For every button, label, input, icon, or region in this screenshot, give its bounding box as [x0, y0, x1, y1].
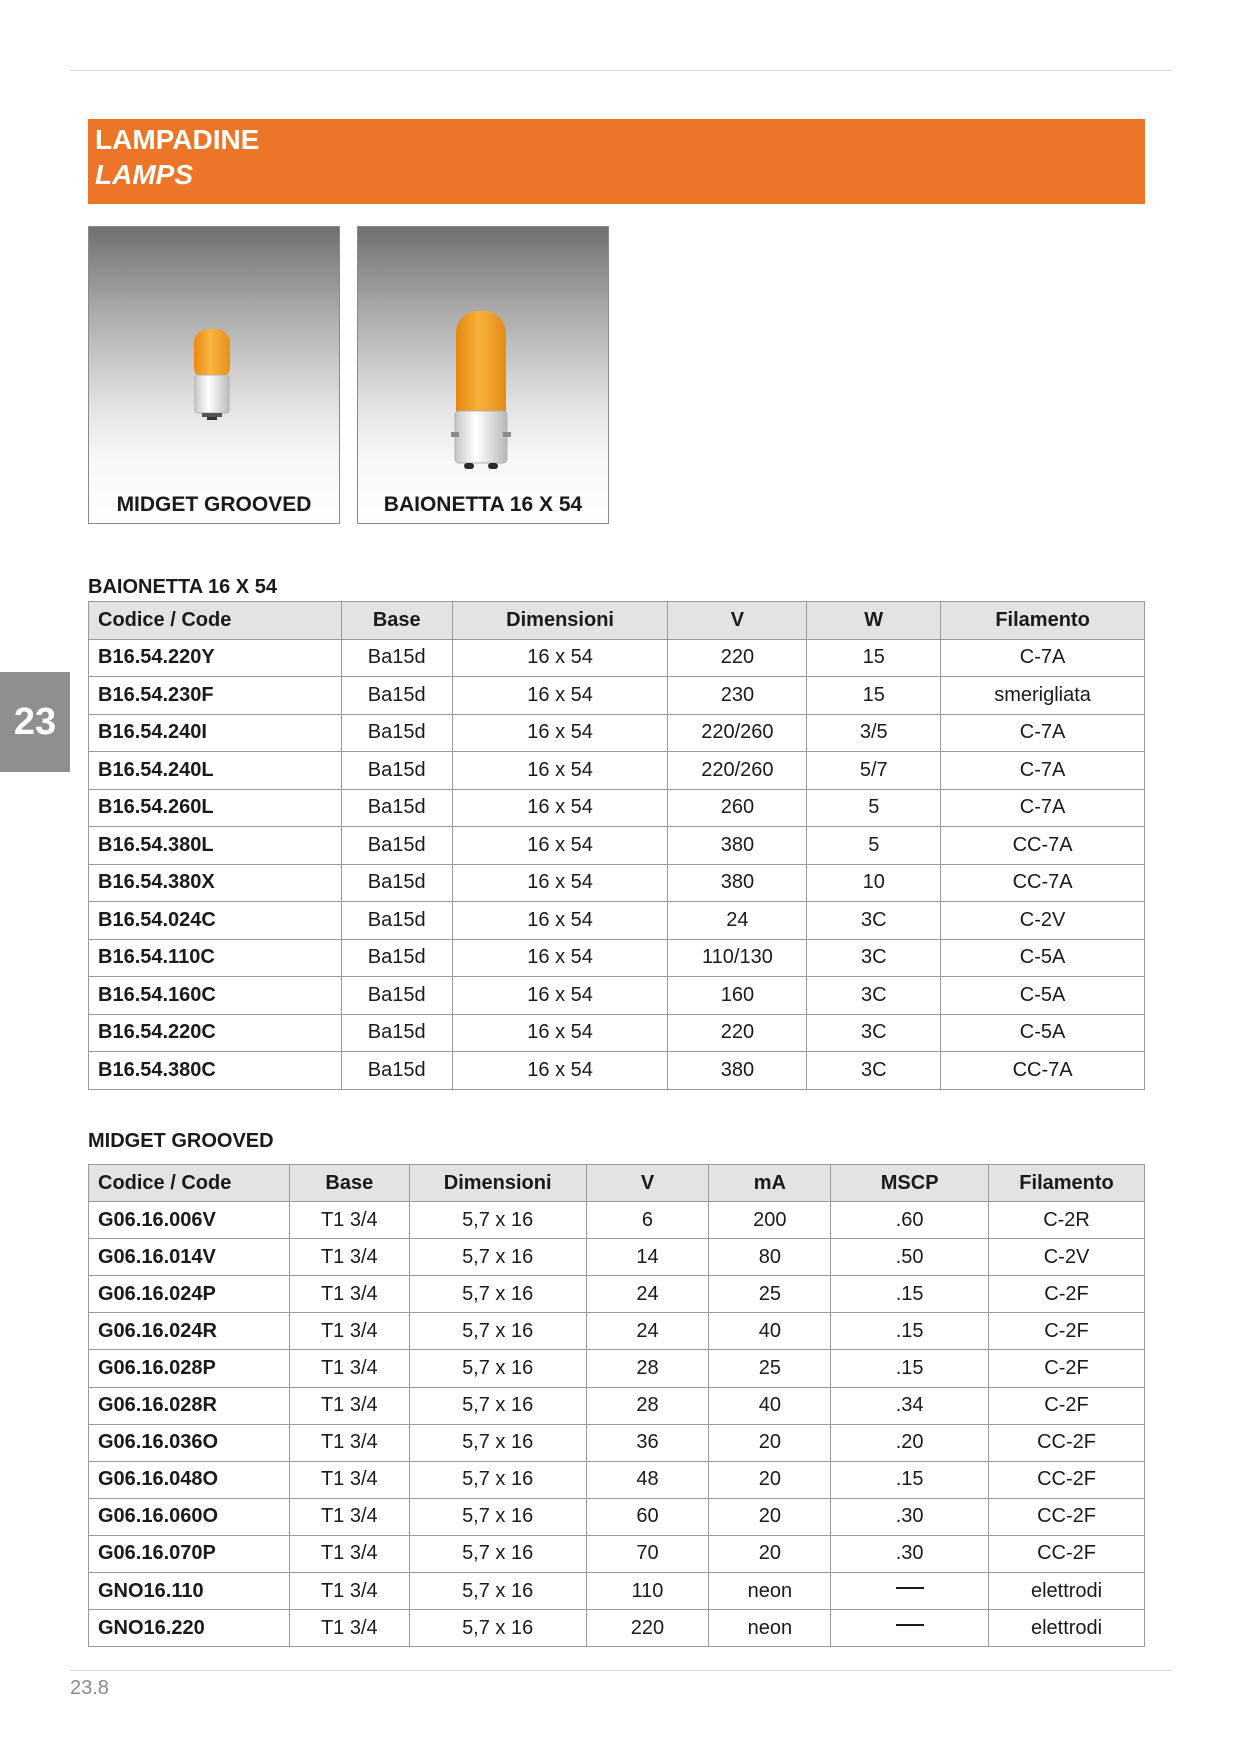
- product-card-bayonet: [357, 226, 609, 524]
- table-cell: 16 x 54: [452, 752, 668, 790]
- product-code-cell: GNO16.220: [89, 1610, 290, 1647]
- product-code-cell: G06.16.024P: [89, 1276, 290, 1313]
- table-cell: C-5A: [941, 977, 1145, 1015]
- table-cell: .34: [831, 1387, 989, 1424]
- table-row: [89, 1387, 1145, 1424]
- table-cell: 260: [668, 789, 807, 827]
- table-cell: C-7A: [941, 714, 1145, 752]
- product-card-midget: [88, 226, 340, 524]
- table-cell: elettrodi: [989, 1573, 1145, 1610]
- product-code-cell: B16.54.230F: [89, 677, 342, 715]
- product-code-cell: B16.54.220C: [89, 1014, 342, 1052]
- table-row: [89, 1052, 1145, 1090]
- table-cell: 20: [709, 1424, 831, 1461]
- product-code-cell: B16.54.024C: [89, 902, 342, 940]
- column-header: Codice / Code: [89, 1165, 290, 1202]
- table-cell: 16 x 54: [452, 714, 668, 752]
- table-header-row: [89, 602, 1145, 640]
- table-cell: 220: [668, 1014, 807, 1052]
- product-code-cell: G06.16.070P: [89, 1535, 290, 1572]
- table-cell: 220/260: [668, 714, 807, 752]
- table-cell: T1 3/4: [289, 1239, 409, 1276]
- table-cell: T1 3/4: [289, 1610, 409, 1647]
- table-row: [89, 1350, 1145, 1387]
- column-header: W: [807, 602, 941, 640]
- table-cell: 15: [807, 639, 941, 677]
- table-cell: 220: [586, 1610, 709, 1647]
- table-cell: .15: [831, 1276, 989, 1313]
- table-cell: 14: [586, 1239, 709, 1276]
- table-row: [89, 864, 1145, 902]
- table-cell: C-2V: [989, 1239, 1145, 1276]
- table-cell: 20: [709, 1498, 831, 1535]
- table-cell: C-2F: [989, 1350, 1145, 1387]
- table-cell: CC-2F: [989, 1461, 1145, 1498]
- table-cell: 3C: [807, 1014, 941, 1052]
- table-cell: T1 3/4: [289, 1461, 409, 1498]
- table-cell: Ba15d: [341, 827, 452, 865]
- bottom-rule: [70, 1670, 1172, 1671]
- table-cell: 40: [709, 1387, 831, 1424]
- table-cell: 36: [586, 1424, 709, 1461]
- table-cell: 220: [668, 639, 807, 677]
- table-cell: 16 x 54: [452, 864, 668, 902]
- table-cell: T1 3/4: [289, 1202, 409, 1239]
- table-cell: Ba15d: [341, 752, 452, 790]
- product-code-cell: B16.54.220Y: [89, 639, 342, 677]
- table-cell: 28: [586, 1387, 709, 1424]
- table-cell: 6: [586, 1202, 709, 1239]
- table-cell: CC-2F: [989, 1535, 1145, 1572]
- table-cell: 24: [586, 1276, 709, 1313]
- product-code-cell: B16.54.260L: [89, 789, 342, 827]
- table-cell: Ba15d: [341, 939, 452, 977]
- table-cell: .20: [831, 1424, 989, 1461]
- column-header: Filamento: [989, 1165, 1145, 1202]
- table-cell: C-2F: [989, 1387, 1145, 1424]
- table-row: [89, 939, 1145, 977]
- midget-spec-table: [88, 1164, 1145, 1647]
- table-cell: T1 3/4: [289, 1498, 409, 1535]
- table-cell: 16 x 54: [452, 902, 668, 940]
- product-code-cell: B16.54.240I: [89, 714, 342, 752]
- table-cell: 160: [668, 977, 807, 1015]
- product-code-cell: GNO16.110: [89, 1573, 290, 1610]
- table-cell: .15: [831, 1350, 989, 1387]
- table-cell: Ba15d: [341, 864, 452, 902]
- table-cell: 3C: [807, 902, 941, 940]
- table-cell: 110/130: [668, 939, 807, 977]
- table-cell: 16 x 54: [452, 639, 668, 677]
- product-code-cell: G06.16.048O: [89, 1461, 290, 1498]
- column-header: Filamento: [941, 602, 1145, 640]
- table-cell: 3C: [807, 977, 941, 1015]
- table-row: [89, 1610, 1145, 1647]
- table-cell: 110: [586, 1573, 709, 1610]
- table-cell: .30: [831, 1498, 989, 1535]
- table-row: [89, 977, 1145, 1015]
- table-cell: 16 x 54: [452, 939, 668, 977]
- table-cell: 5,7 x 16: [409, 1202, 586, 1239]
- table-cell: neon: [709, 1573, 831, 1610]
- table-cell: CC-2F: [989, 1498, 1145, 1535]
- table-row: [89, 789, 1145, 827]
- table-row: [89, 1014, 1145, 1052]
- column-header: Dimensioni: [452, 602, 668, 640]
- table-cell: T1 3/4: [289, 1424, 409, 1461]
- table-cell: 16 x 54: [452, 827, 668, 865]
- table-cell: 220/260: [668, 752, 807, 790]
- table-cell: [831, 1610, 989, 1647]
- column-header: Base: [289, 1165, 409, 1202]
- product-code-cell: B16.54.110C: [89, 939, 342, 977]
- table-cell: 380: [668, 827, 807, 865]
- section-banner: [88, 119, 1145, 204]
- table-cell: 10: [807, 864, 941, 902]
- table-cell: 20: [709, 1535, 831, 1572]
- table-cell: Ba15d: [341, 639, 452, 677]
- product-code-cell: B16.54.240L: [89, 752, 342, 790]
- table-cell: 16 x 54: [452, 789, 668, 827]
- table-cell: CC-2F: [989, 1424, 1145, 1461]
- table-cell: 5: [807, 827, 941, 865]
- table-cell: 5,7 x 16: [409, 1239, 586, 1276]
- table-cell: 5,7 x 16: [409, 1387, 586, 1424]
- table-cell: Ba15d: [341, 1014, 452, 1052]
- table-cell: 5,7 x 16: [409, 1424, 586, 1461]
- table-cell: Ba15d: [341, 902, 452, 940]
- product-code-cell: G06.16.028P: [89, 1350, 290, 1387]
- table-cell: C-7A: [941, 789, 1145, 827]
- table-row: [89, 1573, 1145, 1610]
- table-cell: 24: [586, 1313, 709, 1350]
- table-row: [89, 1535, 1145, 1572]
- table-row: [89, 1313, 1145, 1350]
- table-cell: neon: [709, 1610, 831, 1647]
- table-cell: 5/7: [807, 752, 941, 790]
- table-cell: T1 3/4: [289, 1313, 409, 1350]
- product-code-cell: B16.54.160C: [89, 977, 342, 1015]
- table-cell: CC-7A: [941, 827, 1145, 865]
- table-cell: T1 3/4: [289, 1276, 409, 1313]
- table2-title: MIDGET GROOVED: [88, 1130, 274, 1152]
- table-cell: 70: [586, 1535, 709, 1572]
- chapter-tab: 23: [0, 672, 70, 772]
- table-row: [89, 1424, 1145, 1461]
- product-code-cell: G06.16.024R: [89, 1313, 290, 1350]
- table-row: [89, 1498, 1145, 1535]
- table-cell: 200: [709, 1202, 831, 1239]
- page-number: 23.8: [70, 1677, 109, 1699]
- table-cell: 380: [668, 1052, 807, 1090]
- product-code-cell: G06.16.060O: [89, 1498, 290, 1535]
- table-row: [89, 1239, 1145, 1276]
- table-cell: 5,7 x 16: [409, 1276, 586, 1313]
- table-cell: 5,7 x 16: [409, 1573, 586, 1610]
- table-cell: 5,7 x 16: [409, 1535, 586, 1572]
- product-code-cell: B16.54.380X: [89, 864, 342, 902]
- table-cell: 16 x 54: [452, 1052, 668, 1090]
- table-cell: 5: [807, 789, 941, 827]
- table-cell: C-5A: [941, 939, 1145, 977]
- column-header: Dimensioni: [409, 1165, 586, 1202]
- table-cell: 15: [807, 677, 941, 715]
- table-cell: .60: [831, 1202, 989, 1239]
- column-header: V: [586, 1165, 709, 1202]
- product-code-cell: B16.54.380L: [89, 827, 342, 865]
- table-row: [89, 639, 1145, 677]
- table-cell: 5,7 x 16: [409, 1313, 586, 1350]
- table-cell: 380: [668, 864, 807, 902]
- table-row: [89, 714, 1145, 752]
- table-header-row: [89, 1165, 1145, 1202]
- column-header: V: [668, 602, 807, 640]
- table-cell: C-2F: [989, 1276, 1145, 1313]
- bayonet-spec-table: [88, 601, 1145, 1090]
- table-cell: T1 3/4: [289, 1350, 409, 1387]
- table-cell: Ba15d: [341, 789, 452, 827]
- table-cell: .15: [831, 1461, 989, 1498]
- column-header: MSCP: [831, 1165, 989, 1202]
- table-cell: 230: [668, 677, 807, 715]
- table-row: [89, 1276, 1145, 1313]
- banner-title-en: LAMPS: [95, 159, 193, 190]
- table-cell: 3C: [807, 1052, 941, 1090]
- table-cell: 5,7 x 16: [409, 1498, 586, 1535]
- column-header: Codice / Code: [89, 602, 342, 640]
- product-code-cell: G06.16.036O: [89, 1424, 290, 1461]
- table-cell: 5,7 x 16: [409, 1461, 586, 1498]
- table-cell: Ba15d: [341, 677, 452, 715]
- table-cell: 25: [709, 1276, 831, 1313]
- table-row: [89, 677, 1145, 715]
- table-cell: 48: [586, 1461, 709, 1498]
- table-cell: smerigliata: [941, 677, 1145, 715]
- table-cell: C-7A: [941, 752, 1145, 790]
- table-cell: .15: [831, 1313, 989, 1350]
- table-row: [89, 827, 1145, 865]
- table-cell: T1 3/4: [289, 1387, 409, 1424]
- column-header: mA: [709, 1165, 831, 1202]
- table-cell: 25: [709, 1350, 831, 1387]
- column-header: Base: [341, 602, 452, 640]
- table-cell: 16 x 54: [452, 977, 668, 1015]
- table-row: [89, 1202, 1145, 1239]
- table-row: [89, 752, 1145, 790]
- table-cell: 5,7 x 16: [409, 1350, 586, 1387]
- product-code-cell: G06.16.028R: [89, 1387, 290, 1424]
- table-cell: CC-7A: [941, 1052, 1145, 1090]
- table-row: [89, 1461, 1145, 1498]
- table-cell: C-2R: [989, 1202, 1145, 1239]
- table-cell: 3/5: [807, 714, 941, 752]
- table-cell: 3C: [807, 939, 941, 977]
- card-caption-midget: MIDGET GROOVED: [116, 493, 312, 516]
- table-cell: 16 x 54: [452, 677, 668, 715]
- top-rule: [70, 70, 1172, 71]
- table-cell: Ba15d: [341, 714, 452, 752]
- table-cell: 20: [709, 1461, 831, 1498]
- product-code-cell: B16.54.380C: [89, 1052, 342, 1090]
- table-cell: .50: [831, 1239, 989, 1276]
- table-cell: Ba15d: [341, 1052, 452, 1090]
- table-cell: elettrodi: [989, 1610, 1145, 1647]
- table-row: [89, 902, 1145, 940]
- table-cell: 80: [709, 1239, 831, 1276]
- table-cell: .30: [831, 1535, 989, 1572]
- dash-mark: [896, 1587, 924, 1589]
- table-cell: T1 3/4: [289, 1573, 409, 1610]
- table-cell: T1 3/4: [289, 1535, 409, 1572]
- product-code-cell: G06.16.014V: [89, 1239, 290, 1276]
- bayonet-lamp-image: [358, 227, 608, 477]
- table-cell: C-2V: [941, 902, 1145, 940]
- table-cell: C-5A: [941, 1014, 1145, 1052]
- midget-grooved-lamp-image: [89, 227, 339, 477]
- table-cell: Ba15d: [341, 977, 452, 1015]
- table-cell: C-2F: [989, 1313, 1145, 1350]
- banner-title-it: LAMPADINE: [95, 124, 260, 155]
- table-cell: C-7A: [941, 639, 1145, 677]
- table-cell: 5,7 x 16: [409, 1610, 586, 1647]
- table1-title: BAIONETTA 16 X 54: [88, 576, 277, 598]
- product-code-cell: G06.16.006V: [89, 1202, 290, 1239]
- table-cell: CC-7A: [941, 864, 1145, 902]
- table-cell: 24: [668, 902, 807, 940]
- table-cell: 16 x 54: [452, 1014, 668, 1052]
- table-cell: [831, 1573, 989, 1610]
- card-caption-bayonet: BAIONETTA 16 X 54: [383, 493, 583, 516]
- table-cell: 60: [586, 1498, 709, 1535]
- table-cell: 40: [709, 1313, 831, 1350]
- table-cell: 28: [586, 1350, 709, 1387]
- dash-mark: [896, 1624, 924, 1626]
